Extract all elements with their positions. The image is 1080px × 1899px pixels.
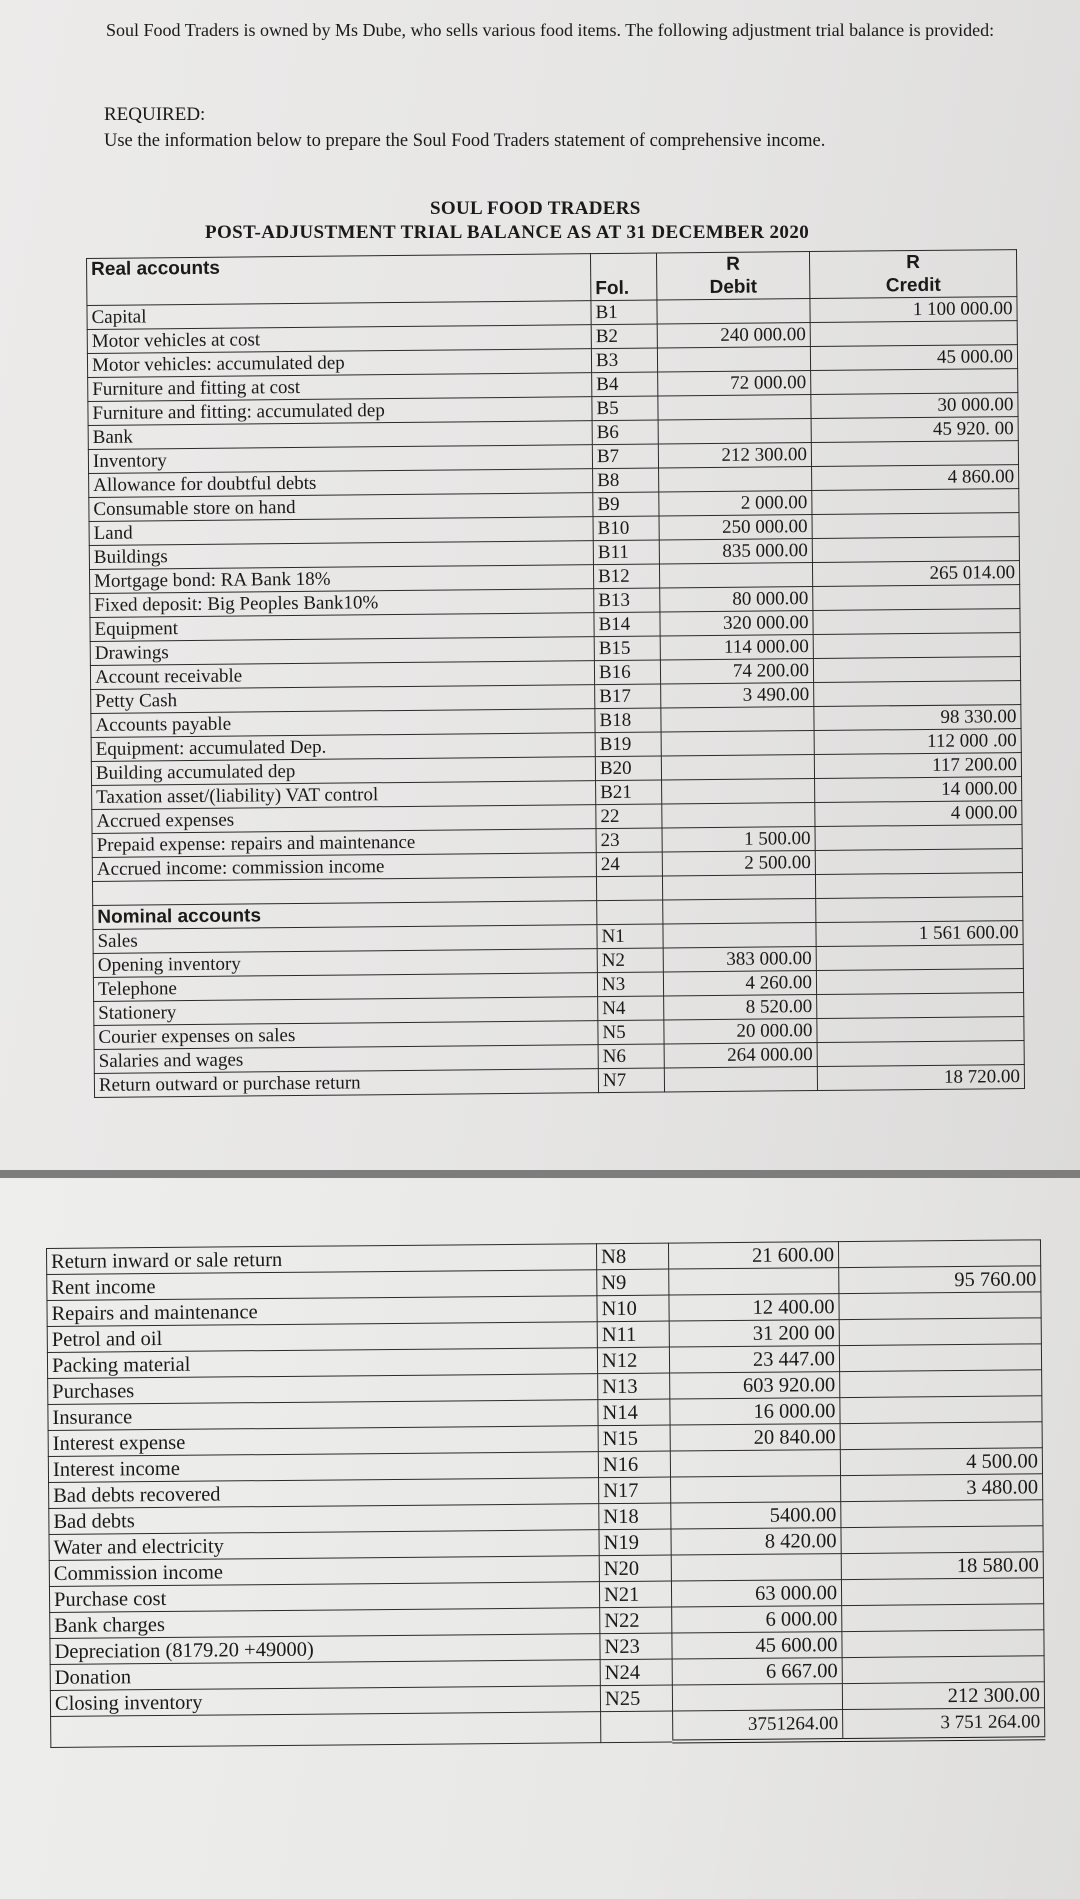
folio: B13 <box>594 588 660 613</box>
credit-amount: 14 000.00 <box>815 777 1022 803</box>
credit-amount <box>817 993 1024 1019</box>
intro-text: Soul Food Traders is owned by Ms Dube, who sells various food items. The following adjustment trial balance is provided: <box>106 20 995 40</box>
credit-amount: 30 000.00 <box>811 393 1018 419</box>
account-name: Accrued expenses <box>92 805 596 834</box>
credit-amount <box>842 1656 1044 1684</box>
account-name: Telephone <box>93 973 597 1002</box>
account-name: Purchase cost <box>49 1582 599 1613</box>
credit-amount <box>840 1422 1042 1450</box>
folio: N20 <box>599 1555 671 1582</box>
debit-amount: 114 000.00 <box>660 635 813 660</box>
debit-amount: 6 000.00 <box>672 1606 842 1633</box>
trial-balance-table-part-two <box>46 1239 1045 1749</box>
account-name: Drawings <box>90 637 594 666</box>
credit-amount: 98 330.00 <box>814 705 1021 731</box>
account-name: Furniture and fitting: accumulated dep <box>88 397 592 426</box>
account-name: Depreciation (8179.20 +49000) <box>50 1634 600 1665</box>
debit-amount <box>671 1554 841 1581</box>
credit-amount: 112 000 .00 <box>814 729 1021 755</box>
credit-amount <box>813 657 1020 683</box>
credit-amount <box>813 585 1020 611</box>
debit-currency: R <box>656 252 809 277</box>
folio: B11 <box>593 540 659 565</box>
folio: N13 <box>598 1373 670 1400</box>
debit-amount: 2 000.00 <box>659 491 812 516</box>
account-name: Equipment: accumulated Dep. <box>91 733 595 762</box>
folio: N15 <box>598 1425 670 1452</box>
folio: B14 <box>594 612 660 637</box>
account-name: Buildings <box>89 541 593 570</box>
account-name: Interest income <box>48 1452 598 1483</box>
required-text: Use the information below to prepare the Soul Food Traders statement of comprehensive income. <box>104 131 826 151</box>
folio: N3 <box>597 972 663 997</box>
folio: N16 <box>598 1451 670 1478</box>
trial-balance-table-part-one <box>86 249 1025 1098</box>
folio: N14 <box>598 1399 670 1426</box>
credit-amount: 45 920. 00 <box>811 417 1018 443</box>
folio: B3 <box>591 348 657 373</box>
debit-amount <box>669 1268 839 1295</box>
debit-amount: 835 000.00 <box>659 539 812 564</box>
credit-amount <box>813 633 1020 659</box>
total-credit: 3 751 264.00 <box>843 1708 1045 1740</box>
folio: N8 <box>596 1243 668 1270</box>
real-accounts-heading: Real accounts <box>87 254 591 306</box>
credit-amount <box>842 1630 1044 1658</box>
folio: B7 <box>592 444 658 469</box>
credit-amount <box>842 1604 1044 1632</box>
folio: N7 <box>598 1068 664 1093</box>
debit-amount: 383 000.00 <box>663 947 816 972</box>
credit-amount: 18 720.00 <box>817 1065 1024 1091</box>
folio: B20 <box>595 756 661 781</box>
credit-amount <box>839 1344 1041 1372</box>
folio: N11 <box>597 1321 669 1348</box>
folio: B10 <box>593 516 659 541</box>
debit-amount: 250 000.00 <box>659 515 812 540</box>
credit-amount: 4 000.00 <box>815 801 1022 827</box>
debit-amount: 3 490.00 <box>661 683 814 708</box>
folio: N6 <box>598 1044 664 1069</box>
folio: N5 <box>598 1020 664 1045</box>
account-name: Closing inventory <box>50 1686 600 1717</box>
debit-amount <box>662 779 815 804</box>
folio: N25 <box>600 1685 672 1712</box>
debit-amount: 8 420.00 <box>671 1528 841 1555</box>
account-name: Allowance for doubtful debts <box>89 469 593 498</box>
debit-amount: 72 000.00 <box>658 371 811 396</box>
account-name: Donation <box>50 1660 600 1691</box>
account-name: Stationery <box>94 997 598 1026</box>
debit-amount <box>671 1476 841 1503</box>
folio: N18 <box>599 1503 671 1530</box>
debit-amount: 45 600.00 <box>672 1632 842 1659</box>
account-name: Account receivable <box>90 661 594 690</box>
folio: N9 <box>597 1269 669 1296</box>
credit-amount: 265 014.00 <box>812 561 1019 587</box>
debit-amount: 21 600.00 <box>668 1242 838 1269</box>
credit-amount <box>840 1396 1042 1424</box>
credit-amount: 1 100 000.00 <box>810 297 1017 323</box>
account-name: Purchases <box>48 1374 598 1405</box>
folio: B8 <box>593 468 659 493</box>
account-name: Accrued income: commission income <box>92 853 596 882</box>
credit-amount: 1 561 600.00 <box>816 921 1023 947</box>
folio: B4 <box>592 372 658 397</box>
credit-amount <box>810 321 1017 347</box>
folio: B2 <box>591 324 657 349</box>
nominal-accounts-heading: Nominal accounts <box>93 901 597 930</box>
credit-amount <box>811 441 1018 467</box>
folio: 23 <box>596 828 662 853</box>
credit-amount: 4 500.00 <box>840 1448 1042 1476</box>
account-name: Salaries and wages <box>94 1045 598 1074</box>
credit-amount <box>815 825 1022 851</box>
debit-amount <box>662 803 815 828</box>
debit-amount: 1 500.00 <box>662 827 815 852</box>
account-name: Petrol and oil <box>47 1322 597 1353</box>
folio: 24 <box>596 852 662 877</box>
folio: B21 <box>596 780 662 805</box>
credit-amount <box>815 849 1022 875</box>
debit-amount: 264 000.00 <box>664 1043 817 1068</box>
debit-heading: Debit <box>657 275 810 300</box>
folio: B18 <box>595 708 661 733</box>
account-name: Equipment <box>90 613 594 642</box>
credit-amount: 18 580.00 <box>841 1552 1043 1580</box>
credit-amount <box>813 609 1020 635</box>
account-name: Land <box>89 517 593 546</box>
credit-amount: 212 300.00 <box>842 1682 1044 1710</box>
debit-amount <box>657 299 810 324</box>
credit-amount <box>840 1370 1042 1398</box>
credit-amount <box>841 1526 1043 1554</box>
credit-heading: Credit <box>810 273 1017 298</box>
account-name: Insurance <box>48 1400 598 1431</box>
folio: B1 <box>591 300 657 325</box>
debit-amount: 23 447.00 <box>669 1346 839 1373</box>
account-name: Rent income <box>47 1270 597 1301</box>
credit-amount <box>811 369 1018 395</box>
debit-amount: 12 400.00 <box>669 1294 839 1321</box>
account-name: Water and electricity <box>49 1530 599 1561</box>
fol-heading: Fol. <box>591 277 657 301</box>
debit-amount <box>659 563 812 588</box>
credit-amount <box>812 537 1019 563</box>
credit-amount <box>814 681 1021 707</box>
debit-amount <box>664 1067 817 1092</box>
account-name: Taxation asset/(liability) VAT control <box>92 781 596 810</box>
credit-amount <box>841 1500 1043 1528</box>
company-name: SOUL FOOD TRADERS <box>430 198 641 219</box>
debit-amount <box>661 755 814 780</box>
required-heading: REQUIRED: <box>104 104 206 125</box>
total-debit: 3751264.00 <box>673 1710 843 1742</box>
debit-amount <box>663 923 816 948</box>
account-name: Petty Cash <box>91 685 595 714</box>
folio: B12 <box>593 564 659 589</box>
account-name: Building accumulated dep <box>91 757 595 786</box>
debit-amount: 240 000.00 <box>657 323 810 348</box>
account-name: Motor vehicles: accumulated dep <box>87 349 591 378</box>
debit-amount <box>670 1450 840 1477</box>
debit-amount: 603 920.00 <box>670 1372 840 1399</box>
account-name: Interest expense <box>48 1426 598 1457</box>
debit-amount <box>659 467 812 492</box>
folio: B19 <box>595 732 661 757</box>
debit-amount: 74 200.00 <box>660 659 813 684</box>
credit-amount <box>817 1017 1024 1043</box>
account-name: Courier expenses on sales <box>94 1021 598 1050</box>
account-name: Opening inventory <box>93 949 597 978</box>
account-name: Furniture and fitting at cost <box>88 373 592 402</box>
credit-amount <box>838 1240 1040 1268</box>
folio: N19 <box>599 1529 671 1556</box>
folio: B6 <box>592 420 658 445</box>
folio: N10 <box>597 1295 669 1322</box>
credit-currency: R <box>809 250 1016 275</box>
credit-amount <box>817 1041 1024 1067</box>
folio: B15 <box>594 636 660 661</box>
debit-amount: 31 200 00 <box>669 1320 839 1347</box>
folio: N22 <box>600 1607 672 1634</box>
account-name: Motor vehicles at cost <box>87 325 591 354</box>
account-name: Return outward or purchase return <box>94 1069 598 1098</box>
folio: N21 <box>599 1581 671 1608</box>
trial-balance-title: POST-ADJUSTMENT TRIAL BALANCE AS AT 31 DECEMBER 2020 <box>205 222 810 243</box>
credit-amount <box>839 1318 1041 1346</box>
debit-amount <box>672 1684 842 1711</box>
folio: N12 <box>597 1347 669 1374</box>
debit-amount <box>661 707 814 732</box>
account-name: Bad debts <box>49 1504 599 1535</box>
credit-amount <box>841 1578 1043 1606</box>
debit-amount: 63 000.00 <box>671 1580 841 1607</box>
account-name: Return inward or sale return <box>47 1244 597 1275</box>
credit-amount: 117 200.00 <box>814 753 1021 779</box>
credit-amount: 95 760.00 <box>839 1266 1041 1294</box>
folio: 22 <box>596 804 662 829</box>
folio: N23 <box>600 1633 672 1660</box>
credit-amount <box>812 513 1019 539</box>
folio: B9 <box>593 492 659 517</box>
credit-amount <box>816 969 1023 995</box>
debit-amount: 2 500.00 <box>662 851 815 876</box>
account-name: Consumable store on hand <box>89 493 593 522</box>
folio: B5 <box>592 396 658 421</box>
folio: N4 <box>598 996 664 1021</box>
debit-amount: 5400.00 <box>671 1502 841 1529</box>
account-name: Repairs and maintenance <box>47 1296 597 1327</box>
debit-amount: 8 520.00 <box>664 995 817 1020</box>
account-name: Capital <box>87 301 591 330</box>
account-name: Sales <box>93 925 597 954</box>
folio: N1 <box>597 924 663 949</box>
credit-amount <box>816 945 1023 971</box>
debit-amount: 212 300.00 <box>658 443 811 468</box>
debit-amount <box>657 347 810 372</box>
debit-amount <box>661 731 814 756</box>
account-name: Fixed deposit: Big Peoples Bank10% <box>90 589 594 618</box>
folio: N24 <box>600 1659 672 1686</box>
folio: B17 <box>595 684 661 709</box>
account-name: Accounts payable <box>91 709 595 738</box>
account-name: Mortgage bond: RA Bank 18% <box>89 565 593 594</box>
credit-amount <box>839 1292 1041 1320</box>
debit-amount: 6 667.00 <box>672 1658 842 1685</box>
account-name: Packing material <box>47 1348 597 1379</box>
account-name: Commission income <box>49 1556 599 1587</box>
debit-amount: 4 260.00 <box>663 971 816 996</box>
debit-amount: 20 000.00 <box>664 1019 817 1044</box>
account-name: Inventory <box>88 445 592 474</box>
account-name: Bank <box>88 421 592 450</box>
credit-amount: 45 000.00 <box>810 345 1017 371</box>
account-name: Bank charges <box>50 1608 600 1639</box>
debit-amount: 20 840.00 <box>670 1424 840 1451</box>
account-name: Bad debts recovered <box>49 1478 599 1509</box>
credit-amount <box>812 489 1019 515</box>
folio: B16 <box>594 660 660 685</box>
folio: N2 <box>597 948 663 973</box>
debit-amount: 16 000.00 <box>670 1398 840 1425</box>
credit-amount: 3 480.00 <box>841 1474 1043 1502</box>
debit-amount <box>658 395 811 420</box>
debit-amount: 320 000.00 <box>660 611 813 636</box>
debit-amount: 80 000.00 <box>660 587 813 612</box>
credit-amount: 4 860.00 <box>812 465 1019 491</box>
folio: N17 <box>599 1477 671 1504</box>
account-name: Prepaid expense: repairs and maintenance <box>92 829 596 858</box>
debit-amount <box>658 419 811 444</box>
